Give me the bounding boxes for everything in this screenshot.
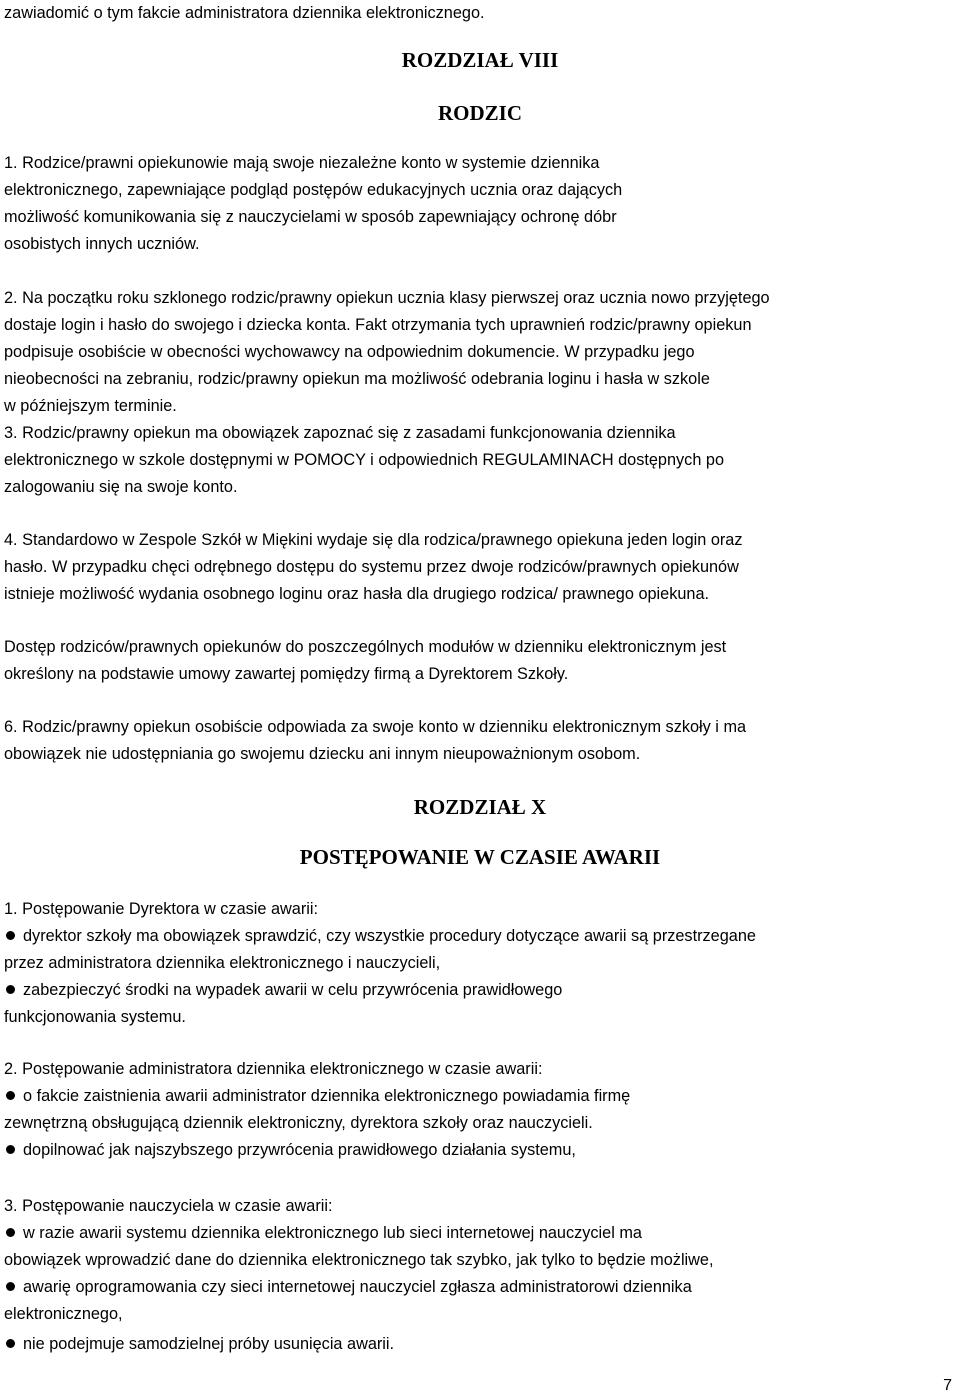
bullet-item (4, 977, 562, 1004)
section-title: 3. Postępowanie nauczyciela w czasie awarii: (4, 1197, 333, 1215)
paragraph-line: hasło. W przypadku chęci odrębnego dostępu do systemu przez dwoje rodziców/prawnych opiekunów (4, 558, 739, 576)
bullet-item (4, 1274, 692, 1301)
paragraph-line: zalogowaniu się na swoje konto. (4, 478, 238, 496)
bullet-item (4, 1083, 630, 1110)
chapter-title: RODZIC (437, 101, 522, 125)
paragraph-line: elektronicznego, (4, 1305, 123, 1323)
chapter-heading: ROZDZIAŁ X (413, 795, 547, 819)
paragraph-line: istnieje możliwość wydania osobnego loginu oraz hasła dla drugiego rodzica/ prawnego opiekuna. (4, 585, 710, 603)
paragraph-line: osobistych innych uczniów. (4, 235, 200, 253)
bullet-icon (6, 1145, 15, 1154)
bullet-icon (6, 931, 15, 940)
paragraph-line: możliwość komunikowania się z nauczycielami w sposób zapewniający ochronę dóbr (4, 208, 617, 226)
bullet-text: zabezpieczyć środki na wypadek awarii w celu przywrócenia prawidłowego (23, 981, 563, 999)
bullet-item (4, 1137, 576, 1164)
paragraph-line: elektronicznego w szkole dostępnymi w POMOCY i odpowiednich REGULAMINACH dostępnych po (4, 451, 725, 469)
paragraph-line: dostaje login i hasło do swojego i dziecka konta. Fakt otrzymania tych uprawnień rodzic/prawny opiekun (4, 316, 752, 334)
paragraph-line: 2. Na początku roku szklonego rodzic/prawny opiekun ucznia klasy pierwszej oraz ucznia nowo przyjętego (4, 289, 770, 307)
paragraph-line: przez administratora dziennika elektronicznego i nauczycieli, (4, 954, 441, 972)
section-title: 2. Postępowanie administratora dziennika elektronicznego w czasie awarii: (4, 1060, 543, 1078)
page-number: 7 (943, 1377, 952, 1394)
bullet-text: awarię oprogramowania czy sieci internetowej nauczyciel zgłasza administratorowi dziennika (23, 1278, 692, 1296)
bullet-text: o fakcie zaistnienia awarii administrator dziennika elektronicznego powiadamia firmę (23, 1087, 631, 1105)
bullet-icon (6, 1228, 15, 1237)
paragraph-line: Dostęp rodziców/prawnych opiekunów do poszczególnych modułów w dzienniku elektronicznym jest (4, 638, 727, 656)
paragraph-line: zewnętrzną obsługującą dziennik elektroniczny, dyrektora szkoły oraz nauczycieli. (4, 1114, 593, 1132)
paragraph-line: obowiązek nie udostępniania go swojemu dziecku ani innym nieupoważnionym osobom. (4, 745, 641, 763)
bullet-icon (6, 1091, 15, 1100)
section-title: 1. Postępowanie Dyrektora w czasie awarii: (4, 900, 319, 918)
bullet-item (4, 1220, 642, 1247)
paragraph-line: określony na podstawie umowy zawartej pomiędzy firmą a Dyrektorem Szkoły. (4, 665, 569, 683)
bullet-icon (6, 985, 15, 994)
chapter-heading: ROZDZIAŁ VIII (401, 48, 559, 72)
bullet-text: dyrektor szkoły ma obowiązek sprawdzić, czy wszystkie procedury dotyczące awarii są przestrzegane (23, 927, 756, 945)
paragraph-line: w późniejszym terminie. (4, 397, 177, 415)
bullet-text: w razie awarii systemu dziennika elektronicznego lub sieci internetowej nauczyciel ma (23, 1224, 642, 1242)
paragraph-line: elektronicznego, zapewniające podgląd postępów edukacyjnych ucznia oraz dających (4, 181, 623, 199)
bullet-icon (6, 1339, 15, 1348)
paragraph-line: nieobecności na zebraniu, rodzic/prawny opiekun ma możliwość odebrania loginu i hasła w szkole (4, 370, 710, 388)
paragraph-line: 1. Rodzice/prawni opiekunowie mają swoje niezależne konto w systemie dziennika (4, 154, 600, 172)
paragraph-line: funkcjonowania systemu. (4, 1008, 186, 1026)
paragraph-line: 4. Standardowo w Zespole Szkół w Miękini wydaje się dla rodzica/prawnego opiekuna jeden login oraz (4, 531, 743, 549)
bullet-icon (6, 1282, 15, 1291)
bullet-text: nie podejmuje samodzielnej próby usunięcia awarii. (23, 1335, 395, 1353)
bullet-text: dopilnować jak najszybszego przywrócenia prawidłowego działania systemu, (23, 1141, 576, 1159)
bullet-item (4, 923, 756, 950)
chapter-title: POSTĘPOWANIE W CZASIE AWARII (299, 845, 661, 869)
paragraph-line: zawiadomić o tym fakcie administratora dziennika elektronicznego. (4, 4, 485, 22)
bullet-item (4, 1331, 394, 1358)
paragraph-line: obowiązek wprowadzić dane do dziennika elektronicznego tak szybko, jak tylko to będzie możliwe, (4, 1251, 714, 1269)
paragraph-line: 6. Rodzic/prawny opiekun osobiście odpowiada za swoje konto w dzienniku elektronicznym szkoły i ma (4, 718, 747, 736)
paragraph-line: 3. Rodzic/prawny opiekun ma obowiązek zapoznać się z zasadami funkcjonowania dziennika (4, 424, 676, 442)
paragraph-line: podpisuje osobiście w obecności wychowawcy na odpowiednim dokumencie. W przypadku jego (4, 343, 695, 361)
